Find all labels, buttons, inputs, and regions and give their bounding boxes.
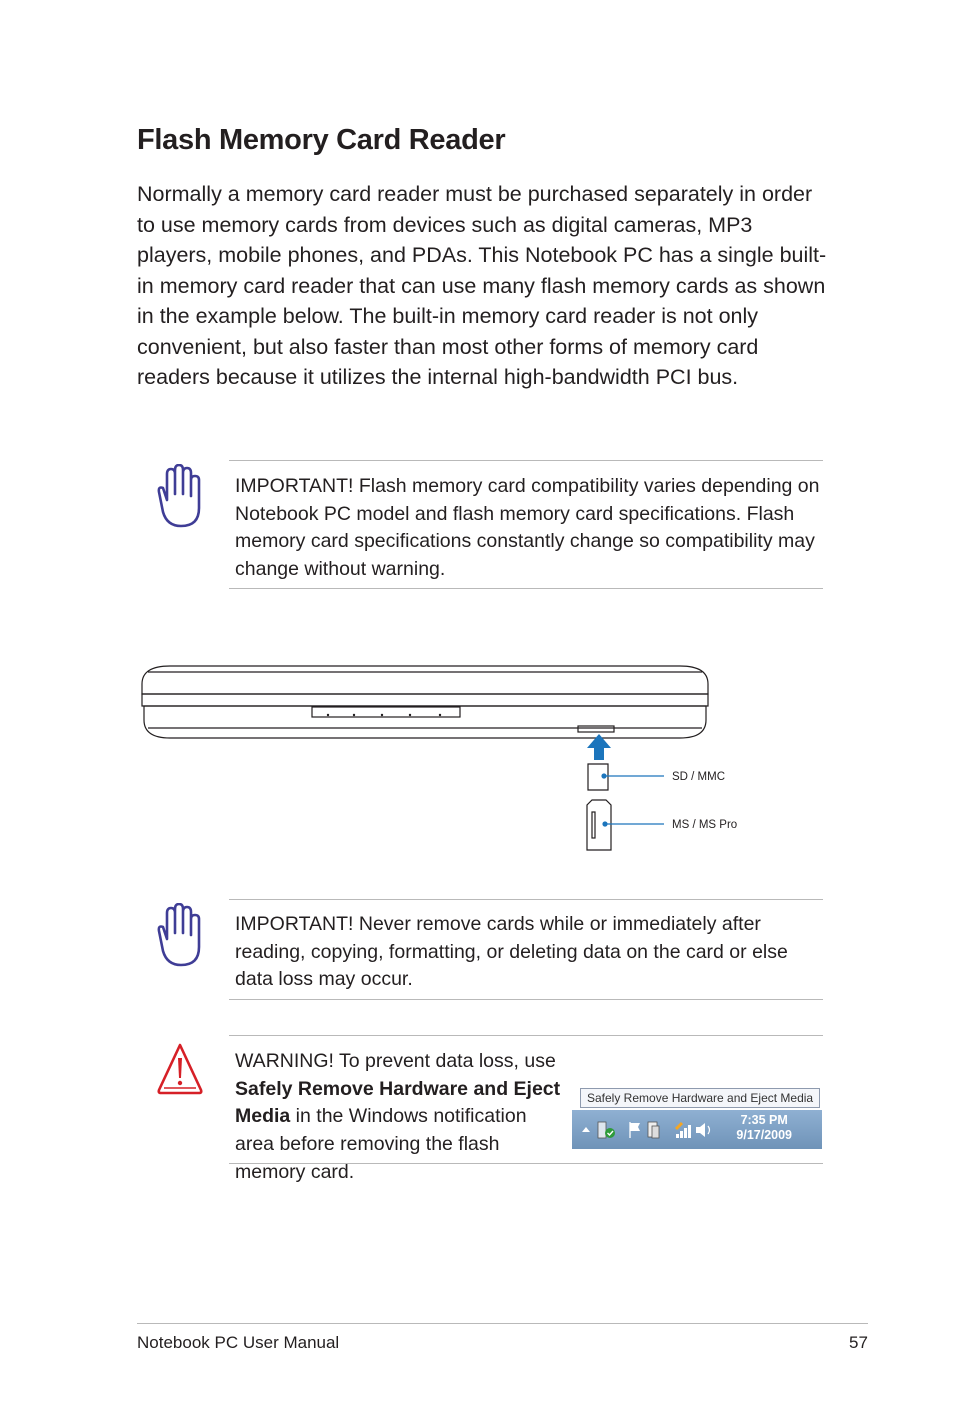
sd-mmc-label: SD / MMC	[672, 771, 726, 783]
important-notice-removal	[229, 899, 823, 1000]
taskbar-notification-area	[572, 1088, 822, 1149]
important-notice-compatibility	[229, 460, 823, 589]
action-center-flag-icon	[630, 1122, 640, 1138]
indicator-lights	[327, 714, 441, 716]
volume-icon	[696, 1123, 710, 1137]
hand-stop-icon	[155, 464, 201, 530]
important-notice-text: IMPORTANT! Flash memory card compatibility varies depending on Notebook PC model and flash memory card specifications. Flash memory card specifications constantly change so compatibility may change without warning.	[235, 475, 820, 581]
clock[interactable]	[736, 1113, 792, 1143]
warning-triangle-icon	[156, 1042, 204, 1096]
system-tray	[572, 1110, 822, 1149]
ms-card	[587, 800, 611, 850]
tooltip: Safely Remove Hardware and Eject Media	[580, 1088, 820, 1108]
card-reader-illustration	[140, 662, 780, 862]
safely-remove-hardware-icon	[598, 1122, 615, 1138]
footer-manual-title: Notebook PC User Manual	[137, 1333, 340, 1352]
device-icon	[648, 1122, 659, 1138]
warning-notice-text: WARNING! To prevent data loss, use Safely Remove Hardware and Eject Media in the Windows notification area before removing the flash memory card.	[235, 1050, 561, 1183]
footer-rule	[137, 1323, 868, 1324]
hand-stop-icon	[155, 903, 201, 969]
page-number: 57	[849, 1333, 868, 1352]
show-hidden-icons-icon	[582, 1127, 590, 1132]
safely-remove-emphasis: Safely Remove Hardware and Eject Media	[235, 1077, 561, 1128]
clock-date: 9/17/2009	[736, 1128, 792, 1142]
ms-pro-label: MS / MS Pro	[672, 819, 738, 831]
clock-time: 7:35 PM	[740, 1113, 788, 1127]
notebook-front-view	[142, 666, 708, 738]
page-title: Flash Memory Card Reader	[137, 124, 506, 156]
network-signal-icon	[676, 1123, 691, 1138]
intro-paragraph: Normally a memory card reader must be purchased separately in order to use memory cards from devices such as digital cameras, MP3 players, mobile phones, and PDAs. This Notebook PC has a single built-in memory card reader that can use many flash memory cards as shown in the example below. The built-in memory card reader is not only convenient, but also faster than most other forms of memory card readers because it utilizes the internal high-bandwidth PCI bus.	[137, 182, 827, 389]
important-notice-text: IMPORTANT! Never remove cards while or immediately after reading, copying, formatting, or deleting data on the card or else data loss may occur.	[235, 913, 788, 991]
